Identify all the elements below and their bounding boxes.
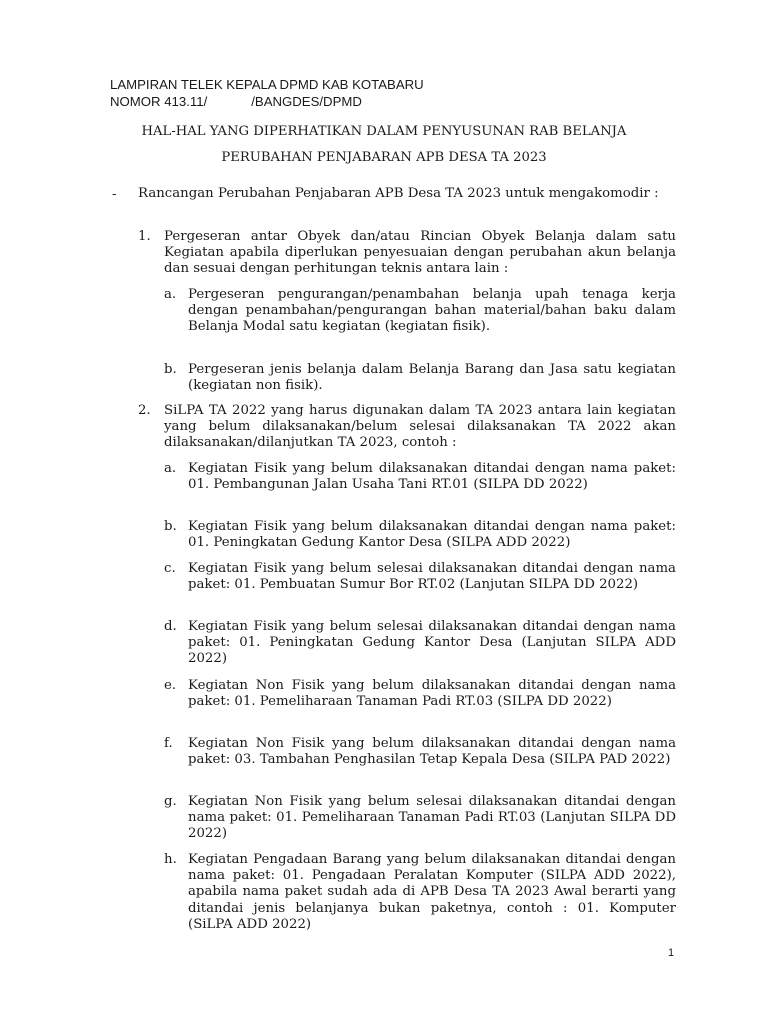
letter-header bbox=[110, 76, 424, 110]
intro-bullet: - bbox=[112, 187, 117, 202]
header-line-1: LAMPIRAN TELEK KEPALA DPMD KAB KOTABARU bbox=[110, 77, 424, 92]
subitem-marker: a. bbox=[164, 461, 177, 476]
subitem-text: Pergeseran pengurangan/penambahan belanja upah tenaga kerja dengan penambahan/pengurangan bahan material/bahan baku dalam Belanja Modal satu kegiatan (kegiatan fisik). bbox=[188, 287, 676, 335]
item-number: 2. bbox=[138, 403, 151, 418]
subitem-text: Kegiatan Non Fisik yang belum selesai dilaksanakan ditandai dengan nama paket: 01. Pemeliharaan Tanaman Padi RT.03 (Lanjutan SILPA DD 2022) bbox=[188, 794, 676, 842]
subitem-marker: e. bbox=[164, 678, 177, 693]
subitem-marker: g. bbox=[164, 794, 177, 809]
header-number-prefix: NOMOR 413.11/ bbox=[110, 94, 208, 109]
subitem-text: Kegiatan Non Fisik yang belum dilaksanakan ditandai dengan nama paket: 03. Tambahan Penghasilan Tetap Kepala Desa (SILPA PAD 2022) bbox=[188, 736, 676, 768]
item-number: 1. bbox=[138, 229, 151, 244]
subitem-text: Kegiatan Fisik yang belum dilaksanakan ditandai dengan nama paket: 01. Pembangunan Jalan Usaha Tani RT.01 (SILPA DD 2022) bbox=[188, 461, 676, 493]
document-title-line-2: PERUBAHAN PENJABARAN APB DESA TA 2023 bbox=[221, 150, 547, 165]
page-number: 1 bbox=[668, 947, 675, 959]
subitem-text: Kegiatan Pengadaan Barang yang belum dilaksanakan ditandai dengan nama paket: 01. Pengadaan Peralatan Komputer (SILPA ADD 2022), apabila nama paket sudah ada di APB Desa TA 2023 Awal berarti yang ditandai jenis belanjanya bukan paketnya, contoh : 01. Komputer (SiLPA ADD 2022) bbox=[188, 852, 676, 932]
item-text: Pergeseran antar Obyek dan/atau Rincian Obyek Belanja dalam satu Kegiatan apabila diperlukan penyesuaian dengan perubahan akun belanja dan sesuai dengan perhitungan teknis antara lain : bbox=[164, 229, 676, 277]
subitem-marker: a. bbox=[164, 287, 177, 302]
subitem-text: Kegiatan Fisik yang belum selesai dilaksanakan ditandai dengan nama paket: 01. Pembuatan Sumur Bor RT.02 (Lanjutan SILPA DD 2022) bbox=[188, 561, 676, 593]
header-line-2 bbox=[110, 93, 424, 110]
document-title-line-1: HAL-HAL YANG DIPERHATIKAN DALAM PENYUSUNAN RAB BELANJA bbox=[141, 124, 627, 139]
subitem-marker: b. bbox=[164, 362, 177, 377]
subitem-marker: c. bbox=[164, 561, 176, 576]
subitem-text: Pergeseran jenis belanja dalam Belanja Barang dan Jasa satu kegiatan (kegiatan non fisik). bbox=[188, 362, 676, 394]
subitem-text: Kegiatan Fisik yang belum selesai dilaksanakan ditandai dengan nama paket: 01. Peningkatan Gedung Kantor Desa (Lanjutan SILPA ADD 2022) bbox=[188, 619, 676, 667]
subitem-marker: f. bbox=[164, 736, 173, 751]
intro-text: Rancangan Perubahan Penjabaran APB Desa TA 2023 untuk mengakomodir : bbox=[138, 186, 659, 201]
subitem-text: Kegiatan Non Fisik yang belum dilaksanakan ditandai dengan nama paket: 01. Pemeliharaan Tanaman Padi RT.03 (SILPA DD 2022) bbox=[188, 678, 676, 710]
subitem-marker: b. bbox=[164, 519, 177, 534]
subitem-marker: d. bbox=[164, 619, 177, 634]
item-text: SiLPA TA 2022 yang harus digunakan dalam TA 2023 antara lain kegiatan yang belum dilaksanakan/belum selesai dilaksanakan TA 2022 akan dilaksanakan/dilanjutkan TA 2023, contoh : bbox=[164, 403, 676, 451]
header-number-suffix: /BANGDES/DPMD bbox=[251, 94, 362, 109]
subitem-text: Kegiatan Fisik yang belum dilaksanakan ditandai dengan nama paket: 01. Peningkatan Gedung Kantor Desa (SILPA ADD 2022) bbox=[188, 519, 676, 551]
subitem-marker: h. bbox=[164, 852, 177, 867]
